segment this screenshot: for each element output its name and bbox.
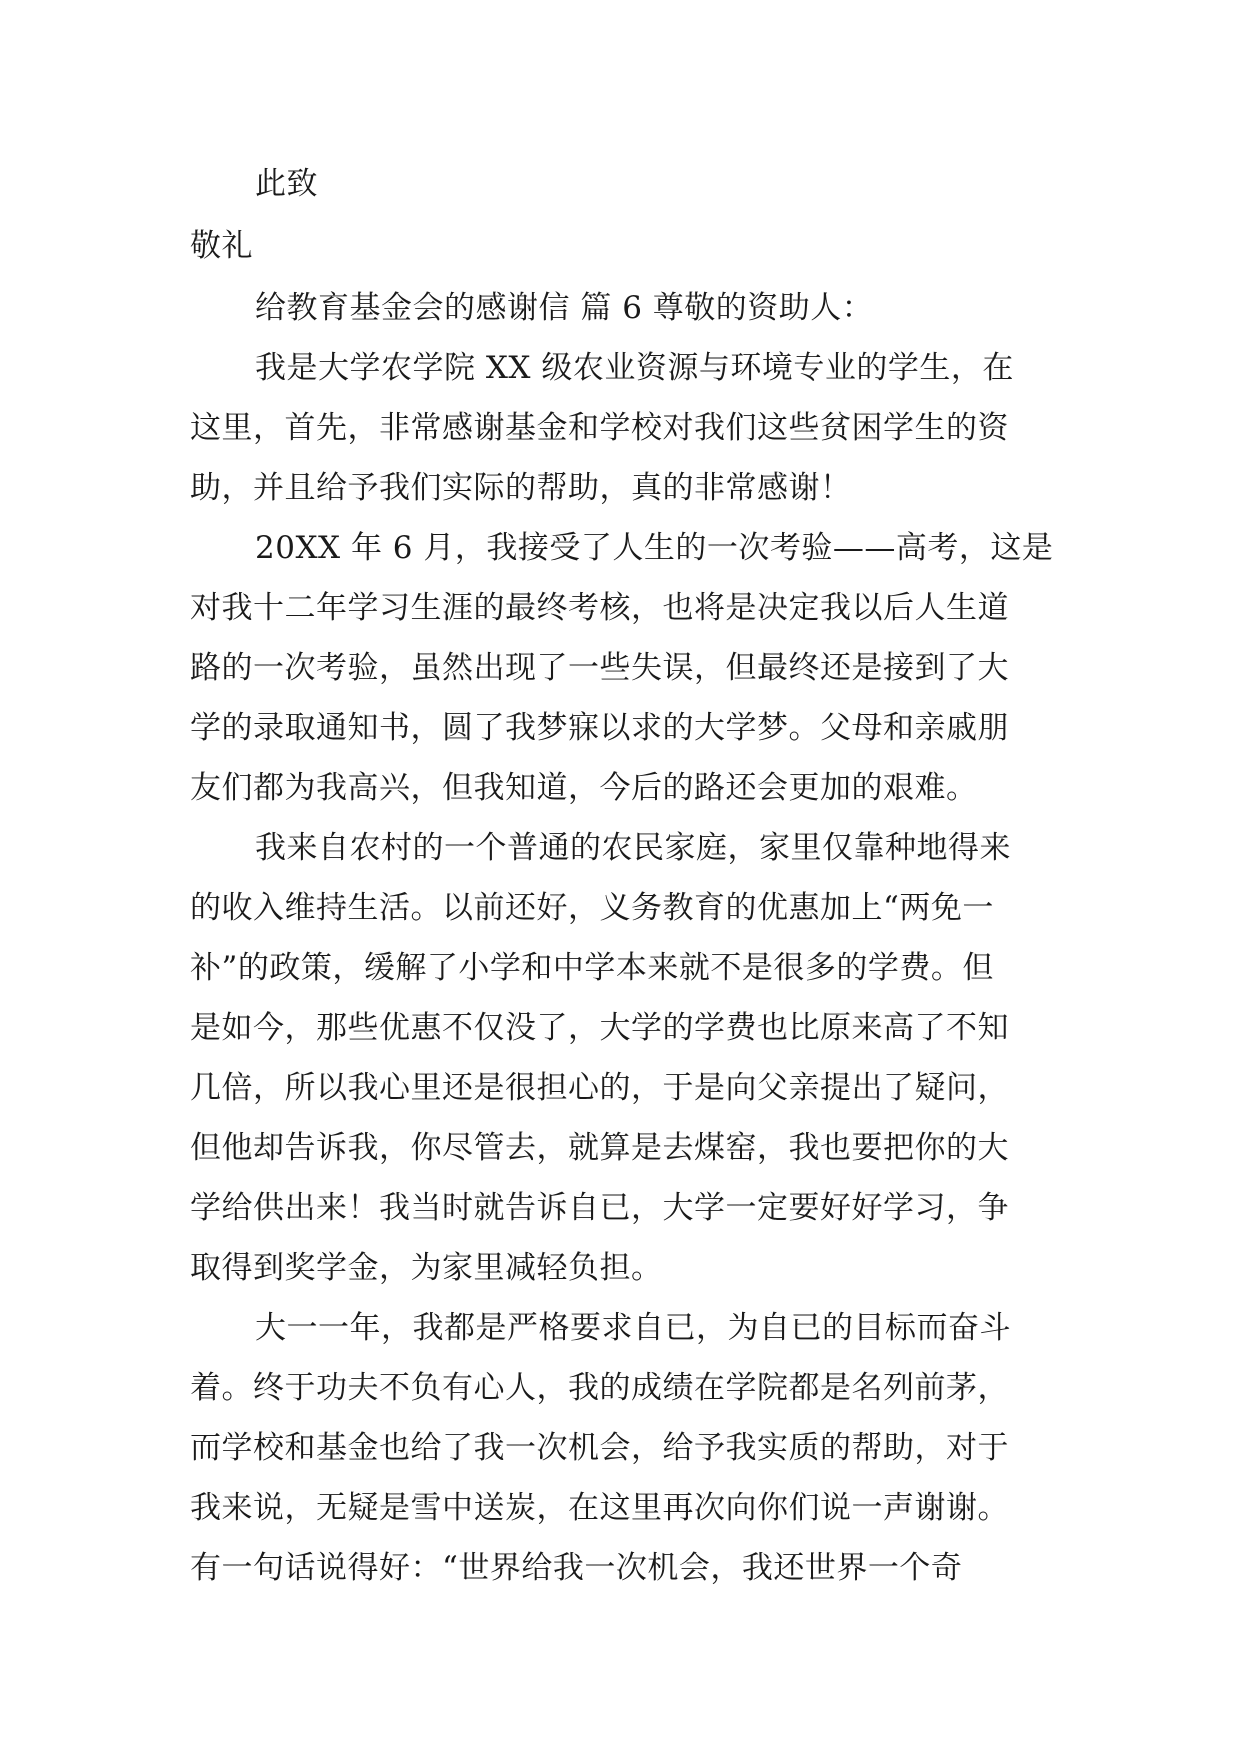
- paragraph-line: 我是大学农学院 XX 级农业资源与环境专业的学生，在: [255, 350, 1014, 386]
- paragraph-line: 着。终于功夫不负有心人，我的成绩在学院都是名列前茅，: [190, 1370, 1009, 1406]
- paragraph-line: 助，并且给予我们实际的帮助，真的非常感谢！: [190, 470, 852, 506]
- paragraph-line: 取得到奖学金，为家里减轻负担。: [190, 1250, 663, 1286]
- paragraph-line: 这里，首先，非常感谢基金和学校对我们这些贫困学生的资: [190, 410, 1009, 446]
- paragraph-line: 补”的政策，缓解了小学和中学本来就不是很多的学费。但: [190, 950, 994, 986]
- paragraph-line: 友们都为我高兴，但我知道，今后的路还会更加的艰难。: [190, 770, 978, 806]
- paragraph-line: 而学校和基金也给了我一次机会，给予我实质的帮助，对于: [190, 1430, 1009, 1466]
- paragraph-line: 20XX 年 6 月，我接受了人生的一次考验——高考，这是: [255, 530, 1054, 566]
- paragraph-line: 但他却告诉我，你尽管去，就算是去煤窑，我也要把你的大: [190, 1130, 1009, 1166]
- paragraph-line: 我来说，无疑是雪中送炭，在这里再次向你们说一声谢谢。: [190, 1490, 1009, 1526]
- paragraph-line: 学给供出来！我当时就告诉自已，大学一定要好好学习，争: [190, 1190, 1009, 1226]
- paragraph-line: 大一一年，我都是严格要求自已，为自已的目标而奋斗: [255, 1310, 1011, 1346]
- paragraph-line: 几倍，所以我心里还是很担心的，于是向父亲提出了疑问，: [190, 1070, 1009, 1106]
- paragraph-line: 的收入维持生活。以前还好，义务教育的优惠加上“两免一: [190, 890, 994, 926]
- letter-heading: 给教育基金会的感谢信 篇 6 尊敬的资助人：: [255, 290, 874, 326]
- paragraph-line: 有一句话说得好：“世界给我一次机会，我还世界一个奇: [190, 1550, 963, 1586]
- closing-salutation: 此致: [255, 166, 318, 202]
- closing-regards: 敬礼: [190, 228, 253, 264]
- paragraph-line: 是如今，那些优惠不仅没了，大学的学费也比原来高了不知: [190, 1010, 1009, 1046]
- paragraph-line: 对我十二年学习生涯的最终考核，也将是决定我以后人生道: [190, 590, 1009, 626]
- paragraph-line: 学的录取通知书，圆了我梦寐以求的大学梦。父母和亲戚朋: [190, 710, 1009, 746]
- paragraph-line: 我来自农村的一个普通的农民家庭，家里仅靠种地得来: [255, 830, 1011, 866]
- paragraph-line: 路的一次考验，虽然出现了一些失误，但最终还是接到了大: [190, 650, 1009, 686]
